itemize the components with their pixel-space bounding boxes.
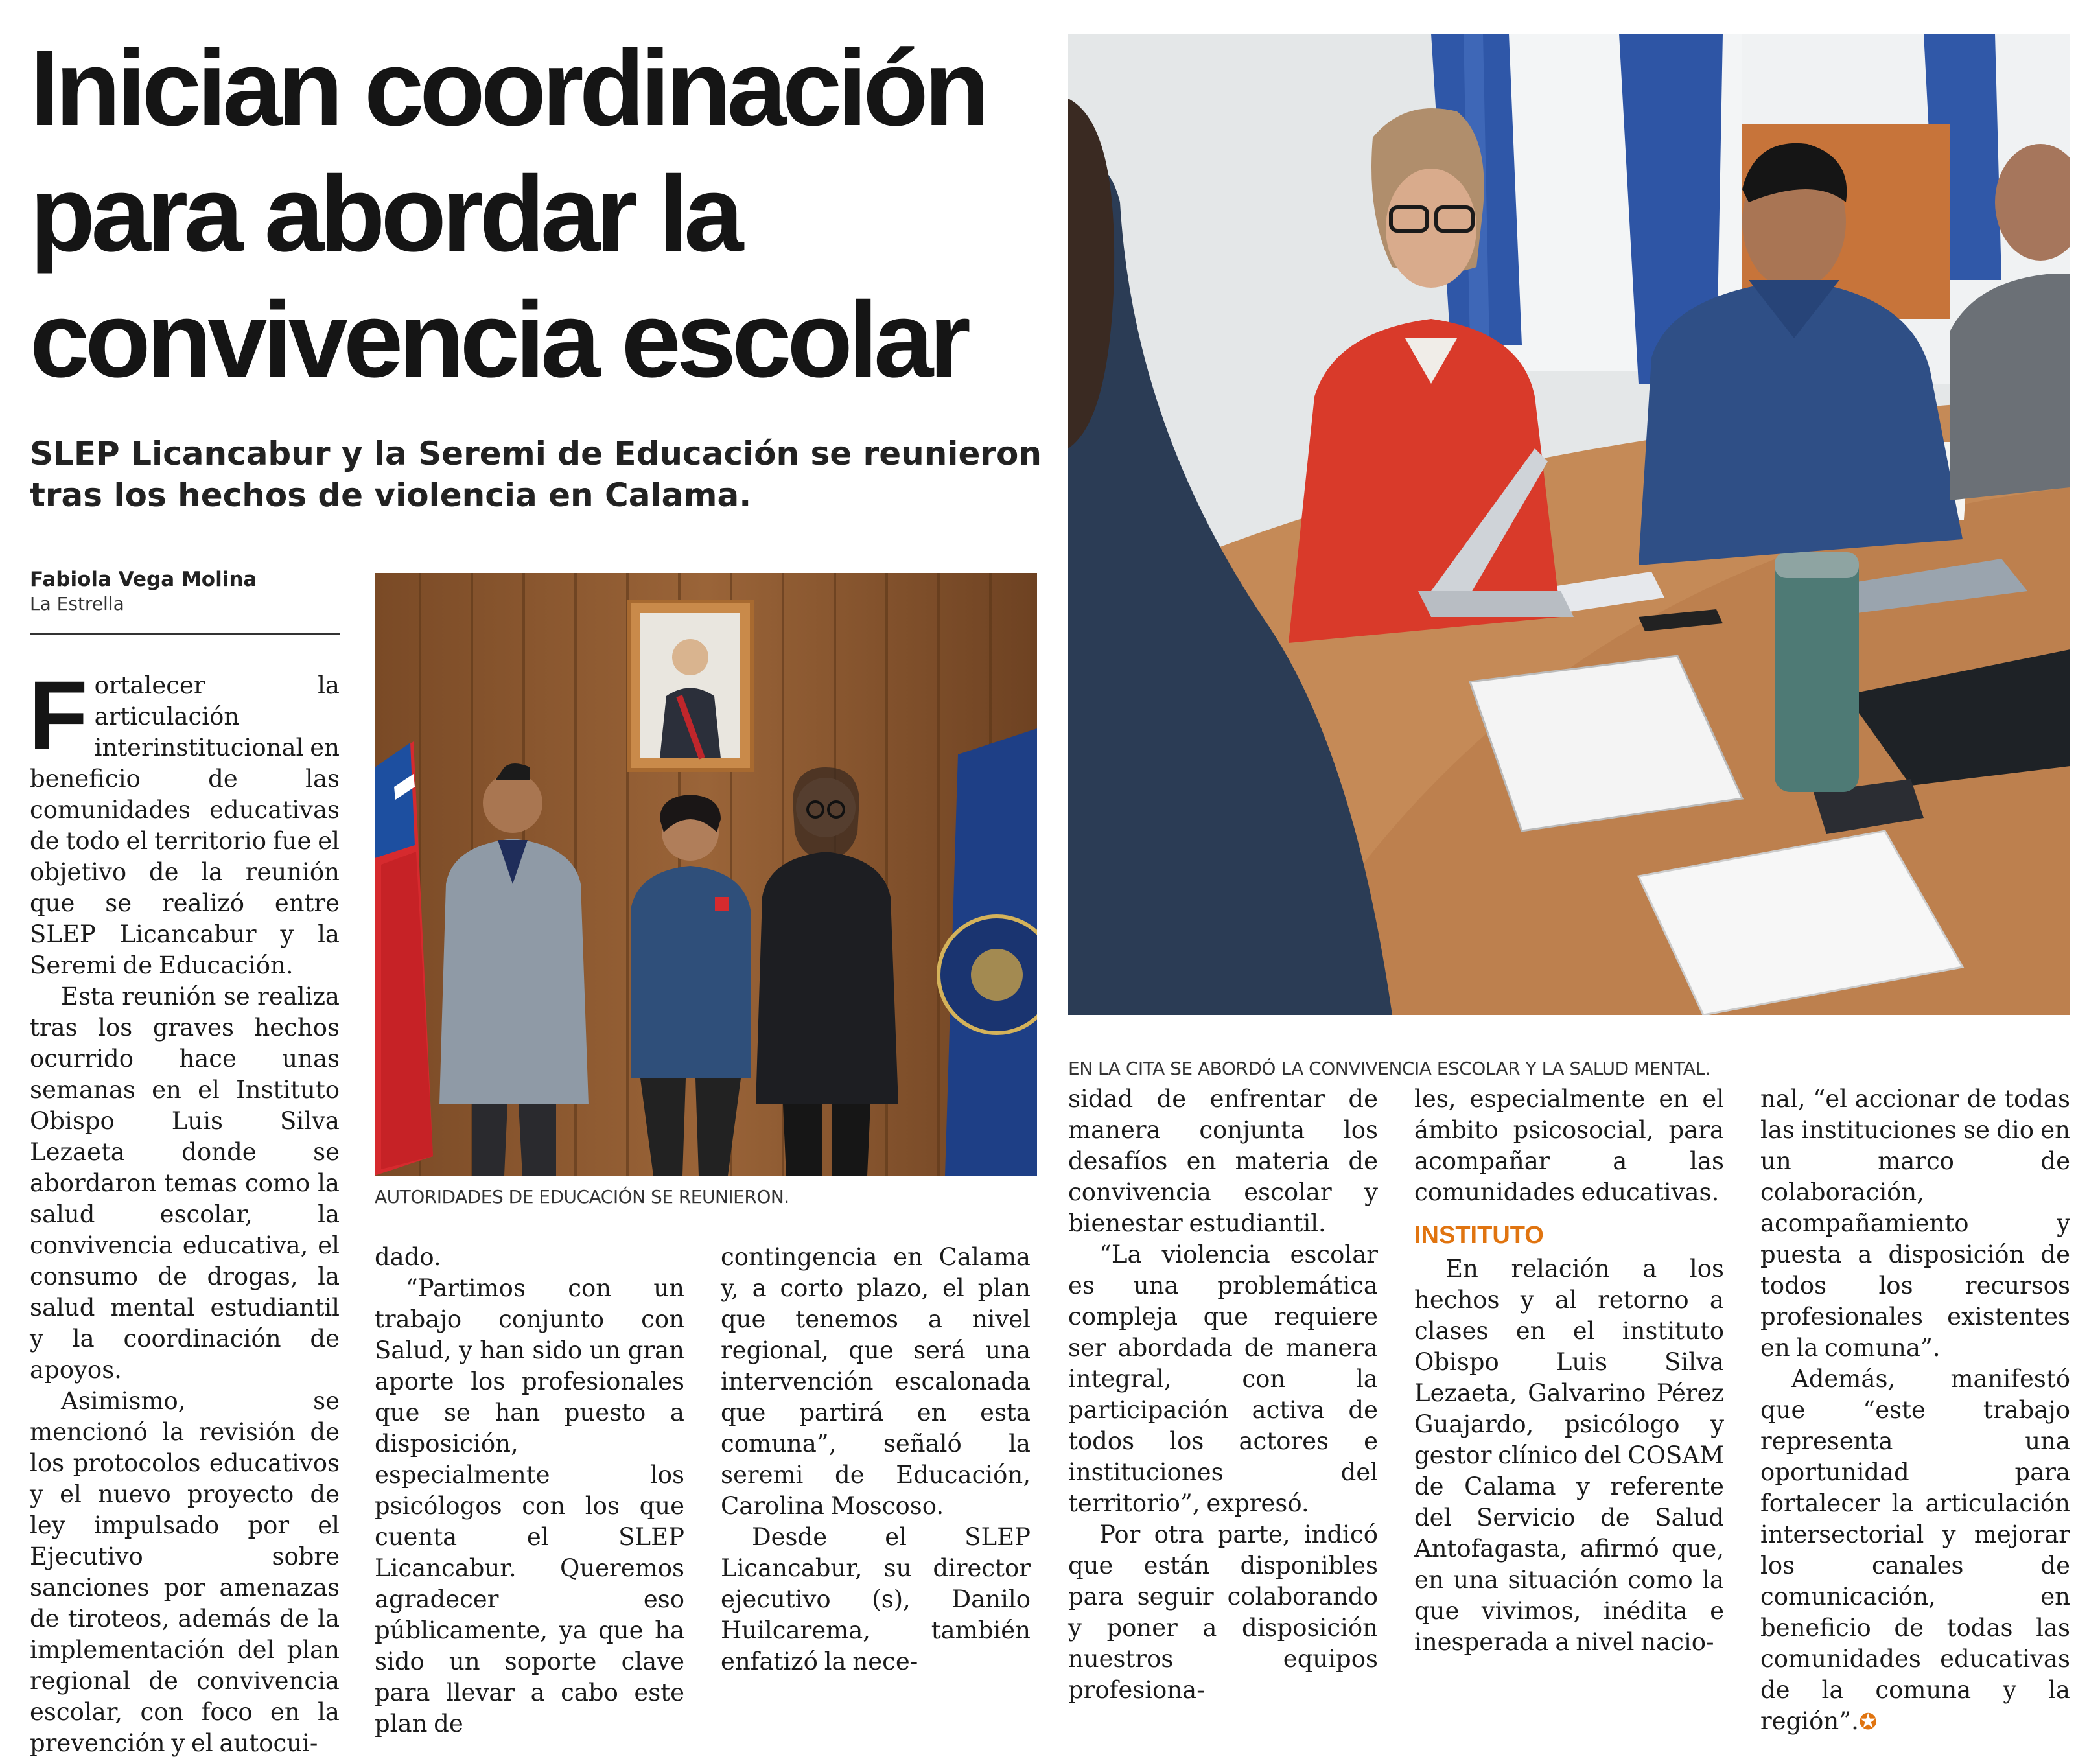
paragraph-2: Esta reunión se realiza tras los graves hechos ocurrido hace unas semanas en el Instituto Obispo Luis Silva Lezaeta donde se abordaron temas como la salud escolar, la convivencia educativa, el consumo de drogas, la salud mental estudiantil y la coordinación de apoyos. — [30, 983, 340, 1384]
paragraph-5: Desde el SLEP Licancabur, su director ejecutivo (s), Danilo Huilcarema, también enfatizó la nece- — [721, 1523, 1031, 1675]
photo-meeting — [1068, 34, 2070, 1015]
outlet-name: La Estrella — [30, 593, 124, 614]
subheadline — [30, 433, 1042, 516]
headline-line-2: para abordar la — [30, 154, 740, 274]
section-subheading: INSTITUTO — [1414, 1222, 1544, 1249]
byline-divider — [30, 633, 340, 635]
paragraph-8: En relación a los hechos y al retorno a clases en el instituto Obispo Luis Silva Lezaeta, Galvarino Pérez Guajardo, psicólogo y gestor clínico del COSAM de Calama y referente del Servicio de Salud Antofagasta, afirmó que, en una situación como la que vivimos, inédita e inesperada a nivel nacio- — [1414, 1255, 1724, 1656]
paragraph-1: Fortalecer la articulación interinstitucional en beneficio de las comunidades educativas de todo el territorio fue el objetivo de la reunión que se realizó entre SLEP Licancabur y la Seremi de Educación. — [29, 660, 340, 979]
paragraph-9: Además, manifestó que “este trabajo representa una oportunidad para fortalecer la articulación intersectorial y mejorar los canales de comunicación, en beneficio de todas las comunidades educativas de la comuna y la región”.✪ — [1760, 1365, 2070, 1735]
paragraph-3: Asimismo, se mencionó la revisión de los protocolos educativos y el nuevo proyecto de ley impulsado por el Ejecutivo sobre sanciones por amenazas de tiroteos, además de la implementación del plan regional de convivencia escolar, con foco en la prevención y el autocui- — [30, 1387, 340, 1757]
paragraph-3-continued: dado. — [375, 1243, 441, 1271]
star-icon: ✪ — [1858, 1709, 1878, 1735]
caption-photo-2: EN LA CITA SE ABORDÓ LA CONVIVENCIA ESCOLAR Y LA SALUD MENTAL. — [1068, 1058, 1710, 1079]
photo-authorities — [375, 573, 1037, 1176]
column-4 — [1068, 1084, 1378, 1704]
paragraph-4: “Partimos con un trabajo conjunto con Salud, y han sido un gran aporte los profesionales que se han puesto a disposición, especialmente los psicólogos con los que cuenta el SLEP Licancabur. Queremos agradecer eso públicamente, ya que ha sido un soporte clave para llevar a cabo este plan de — [375, 1274, 684, 1738]
paragraph-7-continued: les, especialmente en el ámbito psicosocial, para acompañar a las comunidades educativas. — [1414, 1085, 1724, 1206]
drop-cap: F — [29, 660, 88, 769]
subheadline-line-1: SLEP Licancabur y la Seremi de Educación se reunieron — [30, 435, 1042, 472]
column-1 — [29, 660, 340, 1757]
column-5 — [1414, 1084, 1724, 1667]
subheadline-line-2: tras los hechos de violencia en Calama. — [30, 476, 752, 514]
caption-photo-1: AUTORIDADES DE EDUCACIÓN SE REUNIERON. — [375, 1186, 789, 1207]
paragraph-8-continued: nal, “el accionar de todas las instituciones se dio en un marco de colaboración, acompañamiento y puesta a disposición de todos los recursos profesionales existentes en la comuna”. — [1760, 1085, 2070, 1362]
column-2 — [375, 1242, 684, 1738]
column-6 — [1760, 1084, 2070, 1735]
headline — [30, 26, 1041, 403]
photo-authorities-image — [375, 573, 1037, 1176]
paragraph-7: Por otra parte, indicó que están disponibles para seguir colaborando y poner a disposición nuestros equipos profesiona- — [1068, 1520, 1378, 1704]
headline-line-3: convivencia escolar — [30, 280, 966, 400]
paragraph-4-continued: contingencia en Calama y, a corto plazo, el plan que tenemos a nivel regional, que será una intervención escalonada que partirá en esta comuna”, señaló la seremi de Educación, Carolina Moscoso. — [721, 1243, 1031, 1520]
headline-line-1: Inician coordinación — [30, 29, 986, 148]
author-name: Fabiola Vega Molina — [30, 568, 257, 591]
paragraph-5-continued: sidad de enfrentar de manera conjunta los desafíos en materia de convivencia escolar y bienestar estudiantil. — [1068, 1085, 1378, 1237]
photo-meeting-image — [1068, 34, 2070, 1015]
paragraph-6: “La violencia escolar es una problemática compleja que requiere ser abordada de manera integral, con la participación activa de todos los actores e instituciones del territorio”, expresó. — [1068, 1241, 1378, 1517]
byline — [30, 566, 257, 616]
column-3 — [721, 1242, 1031, 1675]
